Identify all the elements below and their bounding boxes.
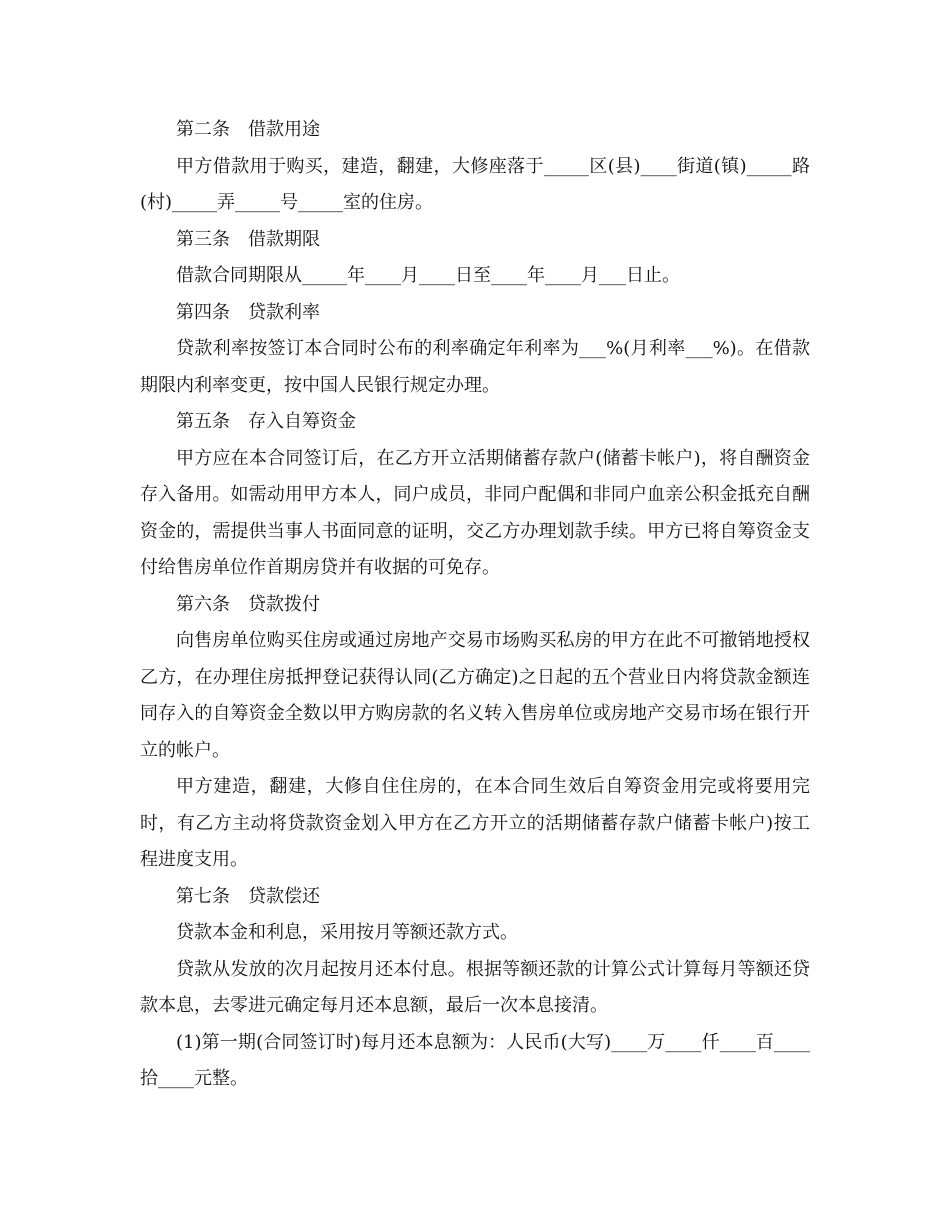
article-7-heading: 第七条 贷款偿还: [176, 885, 320, 907]
article-3-heading: 第三条 借款期限: [176, 228, 320, 250]
article-6-heading: 第六条 贷款拨付: [176, 593, 320, 615]
article-4-heading: 第四条 贷款利率: [176, 301, 320, 323]
article-5-heading: 第五条 存入自筹资金: [176, 411, 356, 432]
article-6-body-1: 向售房单位购买住房或通过房地产交易市场购买私房的甲方在此不可撤销地授权乙方，在办理住房抵押登记获得认同(乙方确定)之日起的五个营业日内将贷款金额连同存入的自筹资金全数以甲方购房款的名义转入售房单位或房地产交易市场在银行开立的帐户。: [140, 630, 810, 761]
article-3-body: 借款合同期限从_____年____月____日至____年____月___日止。: [176, 265, 680, 286]
article-2-heading: 第二条 借款用途: [176, 119, 320, 140]
article-6-body-2: 甲方建造，翻建，大修自住住房的，在本合同生效后自筹资金用完或将要用完时，有乙方主动将贷款资金划入甲方在乙方开立的活期储蓄存款户储蓄卡帐户)按工程进度支用。: [140, 776, 810, 870]
article-7-body-1: 贷款本金和利息，采用按月等额还款方式。: [176, 922, 518, 943]
article-2-body: 甲方借款用于购买，建造，翻建，大修座落于_____区(县)____街道(镇)_____路(村)_____弄_____号_____室的住房。: [140, 155, 810, 213]
article-4-body: 贷款利率按签订本合同时公布的利率确定年利率为___%(月利率___%)。在借款期限内利率变更，按中国人民银行规定办理。: [140, 338, 810, 396]
article-7-body-3: (1)第一期(合同签订时)每月还本息额为：人民币(大写)____万____仟____百____拾____元整。: [140, 1031, 810, 1089]
article-7-body-2: 贷款从发放的次月起按月还本付息。根据等额还款的计算公式计算每月等额还贷款本息，去零进元确定每月还本息额，最后一次本息接清。: [140, 958, 810, 1016]
article-5-body: 甲方应在本合同签订后，在乙方开立活期储蓄存款户(储蓄卡帐户)，将自酬资金存入备用。如需动用甲方本人，同户成员，非同户配偶和非同户血亲公积金抵充自酬资金的，需提供当事人书面同意的证明，交乙方办理划款手续。甲方已将自筹资金支付给售房单位作首期房贷并有收据的可免存。: [140, 447, 810, 578]
document-body: [140, 112, 810, 1098]
